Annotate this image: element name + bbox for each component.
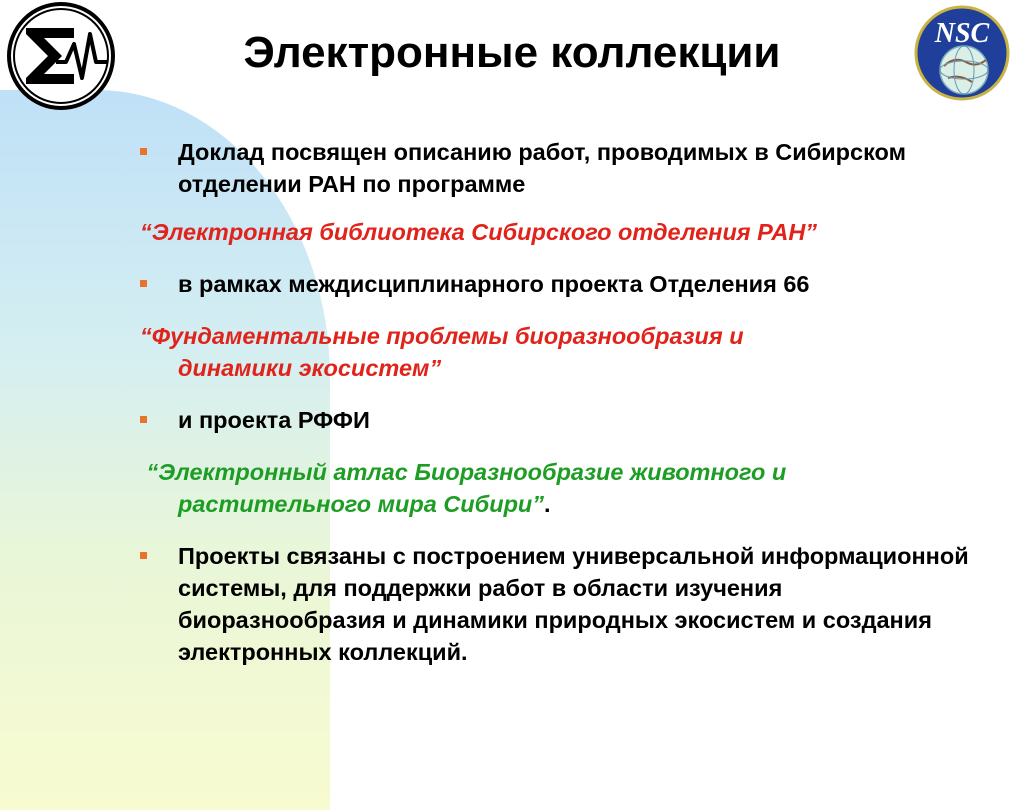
bullet-item-summary [140,540,980,668]
quote-library-program [140,216,980,248]
quote-text: “Электронная библиотека Сибирского отделения РАН” [140,219,818,245]
quote-text-line1: “Электронный атлас Биоразнообразие животного и [140,459,787,485]
slide-content [140,136,980,668]
bullet-item-report [140,136,980,200]
bullet-item-project [140,268,980,300]
nsc-logo-text: NSC [934,18,990,49]
slide-title: Электронные коллекции [243,28,781,77]
quote-end-period: . [544,491,551,517]
square-bullet-icon [140,148,147,155]
bullet-text: Проекты связаны с построением универсальной информационной системы, для поддержки работ в области изучения биоразнообразия и динамики природных экосистем и создания электронных коллекций. [178,543,969,665]
bullet-text: в рамках междисциплинарного проекта Отделения 66 [178,271,810,297]
quote-text-line2: динамики экосистем” [178,355,442,381]
square-bullet-icon [140,552,147,559]
square-bullet-icon [140,416,147,423]
quote-biodiversity-problems [140,320,980,384]
quote-atlas [140,456,980,520]
bullet-item-rffi [140,404,980,436]
quote-text-line1: “Фундаментальные проблемы биоразнообразия и [140,323,744,349]
bullet-text: Доклад посвящен описанию работ, проводимых в Сибирском отделении РАН по программе [178,139,906,197]
quote-text-line2: растительного мира Сибири” [178,491,545,517]
bullet-text: и проекта РФФИ [178,407,370,433]
square-bullet-icon [140,280,147,287]
